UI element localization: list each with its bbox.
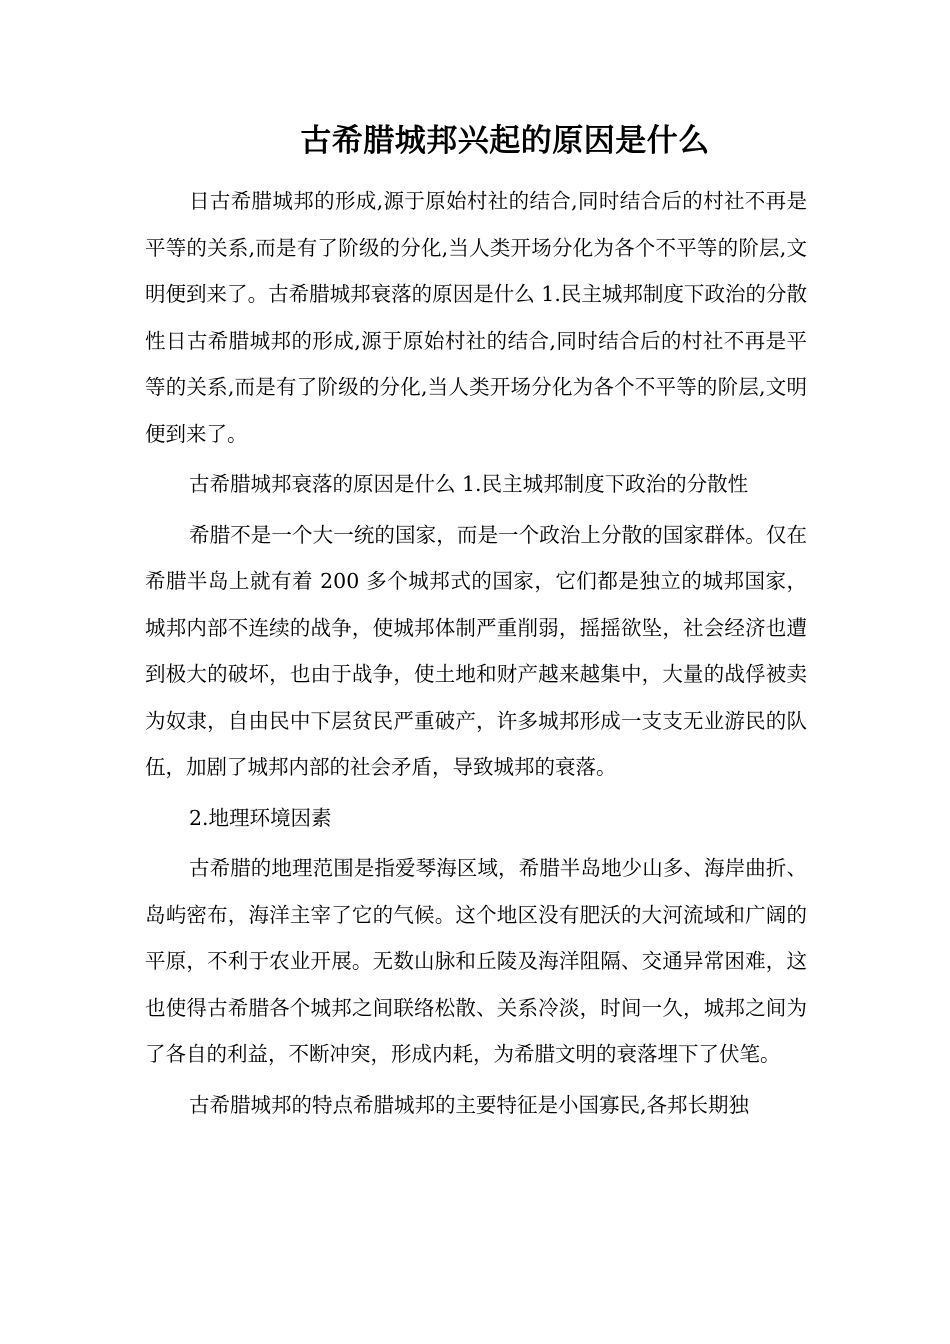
paragraph-city-state-features: 古希腊城邦的特点希腊城邦的主要特征是小国寡民,各邦长期独 [189, 1092, 750, 1117]
paragraph-heading-geography: 2.地理环境因素 [189, 805, 332, 830]
document-title: 古希腊城邦兴起的原因是什么 [300, 123, 710, 159]
paragraph-intro: 日古希腊城邦的形成,源于原始村社的结合,同时结合后的村社不再是平等的关系,而是有了阶级的分化,当人类开场分化为各个不平等的阶层,文明便到来了。古希腊城邦衰落的原因是什么 1.民主城邦制度下政治的分散性日古希腊城邦的形成,源于原始村社的结合,同时结合后的村社不再是平等的关系,而是有了阶级的分化,当人类开场分化为各个不平等的阶层,文明便到来了。 [145, 189, 807, 446]
paragraph-heading-political: 古希腊城邦衰落的原因是什么 1.民主城邦制度下政治的分散性 [189, 472, 749, 496]
paragraph-geography: 古希腊的地理范围是指爱琴海区域，希腊半岛地少山多、海岸曲折、岛屿密布，海洋主宰了它的气候。这个地区没有肥沃的大河流域和广阔的平原，不利于农业开展。无数山脉和丘陵及海洋阻隔、交通异常困难，这也使得古希腊各个城邦之间联络松散、关系冷淡，时间一久，城邦之间为了各自的利益，不断冲突，形成内耗，为希腊文明的衰落埋下了伏笔。 [145, 856, 807, 1066]
document-body [145, 178, 807, 1132]
paragraph-political-dispersion: 希腊不是一个大一统的国家，而是一个政治上分散的国家群体。仅在希腊半岛上就有着 200 多个城邦式的国家，它们都是独立的城邦国家，城邦内部不连续的战争，使城邦体制严重削弱，摇摇欲坠，社会经济也遭到极大的破坏，也由于战争，使土地和财产越来越集中，大量的战俘被卖为奴隶，自由民中下层贫民严重破产，许多城邦形成一支支无业游民的队伍，加剧了城邦内部的社会矛盾，导致城邦的衰落。 [145, 522, 807, 779]
